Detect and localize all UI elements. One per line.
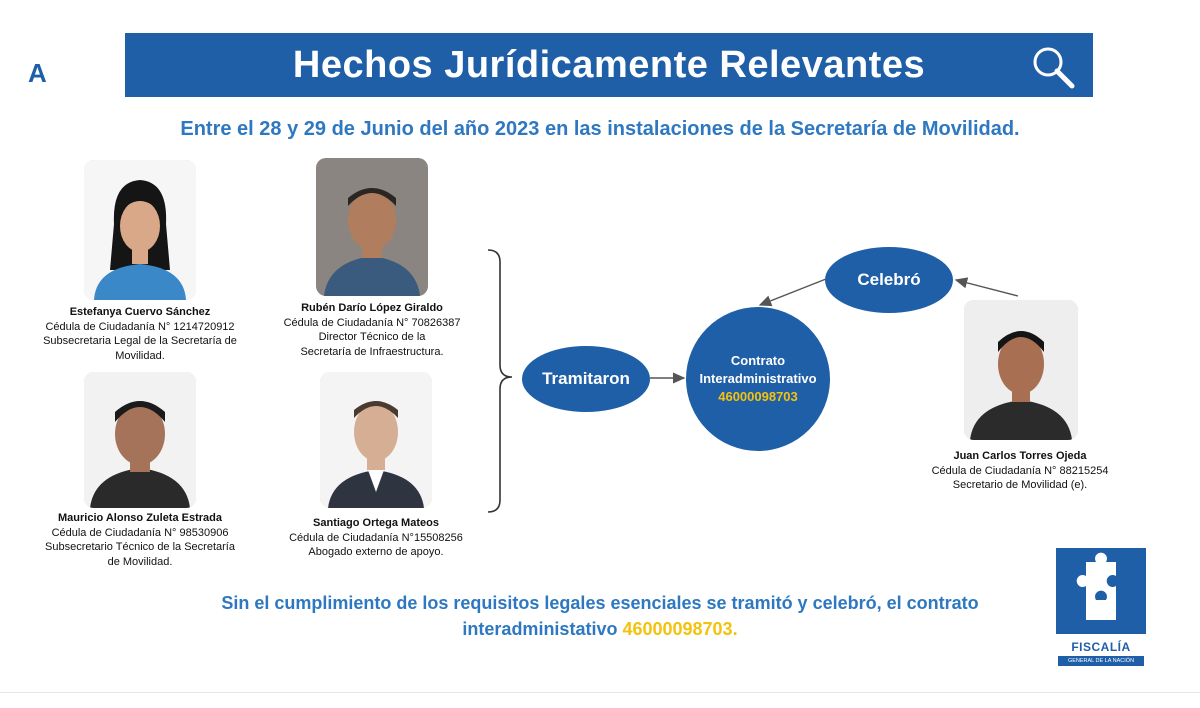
- slide-letter: A: [28, 58, 47, 88]
- node-celebro: [825, 247, 953, 313]
- arrow-celebro-to-contract: [760, 279, 826, 305]
- conclusion-line-1: Sin el cumplimiento de los requisitos legales esenciales se tramitó y celebró, el contrato: [221, 593, 979, 613]
- grouping-brace: [488, 250, 512, 512]
- person-role: Movilidad.: [115, 349, 165, 362]
- person-name: Juan Carlos Torres Ojeda: [953, 450, 1087, 462]
- conclusion-contract-number: 46000098703.: [622, 619, 738, 639]
- date-subtitle: Entre el 28 y 29 de Junio del año 2023 en las instalaciones de la Secretaría de Movilidad.: [180, 118, 1020, 140]
- person-role: Abogado externo de apoyo.: [308, 546, 444, 558]
- fiscalia-logo: [1056, 548, 1146, 670]
- node-tramitaron: [522, 346, 650, 412]
- logo-name: FISCALÍA: [1071, 640, 1131, 654]
- conclusion-text-span: interadministativo: [462, 619, 623, 639]
- person-role: Secretaría de Infraestructura.: [300, 345, 444, 358]
- person-id: Cédula de Ciudadanía N° 70826387: [283, 316, 461, 329]
- person-id: Cédula de Ciudadanía N° 1214720912: [45, 320, 235, 333]
- person-role: Subsecretario Técnico de la Secretaría: [45, 541, 235, 553]
- person-role: Director Técnico de la: [318, 331, 426, 343]
- person-role: de Movilidad.: [107, 555, 173, 568]
- arrow-juan-to-celebro: [956, 280, 1018, 296]
- node-label: Celebró: [857, 270, 921, 289]
- person-name: Mauricio Alonso Zuleta Estrada: [57, 512, 222, 524]
- contract-number: 46000098703: [718, 389, 798, 404]
- logo-tagline: GENERAL DE LA NACIÓN: [1058, 656, 1144, 666]
- person-id: Cédula de Ciudadanía N° 98530906: [51, 526, 229, 539]
- page-title: Hechos Jurídicamente Relevantes: [292, 43, 926, 86]
- person-role: Secretario de Movilidad (e).: [952, 479, 1088, 491]
- node-label: Tramitaron: [542, 369, 630, 388]
- person-name: Santiago Ortega Mateos: [313, 517, 439, 529]
- person-id: Cédula de Ciudadanía N°15508256: [289, 531, 463, 544]
- contract-label: Contrato: [730, 353, 786, 368]
- conclusion-text: [0, 590, 1200, 642]
- footer-divider: [0, 692, 1200, 693]
- contract-label: Interadministrativo: [699, 371, 817, 386]
- node-contract: [686, 307, 830, 451]
- person-name: Estefanya Cuervo Sánchez: [69, 306, 211, 318]
- person-role: Subsecretaria Legal de la Secretaría de: [43, 335, 237, 347]
- conclusion-line-2: [0, 616, 1200, 642]
- person-id: Cédula de Ciudadanía N° 88215254: [931, 464, 1109, 477]
- person-name: Rubén Darío López Giraldo: [301, 302, 443, 314]
